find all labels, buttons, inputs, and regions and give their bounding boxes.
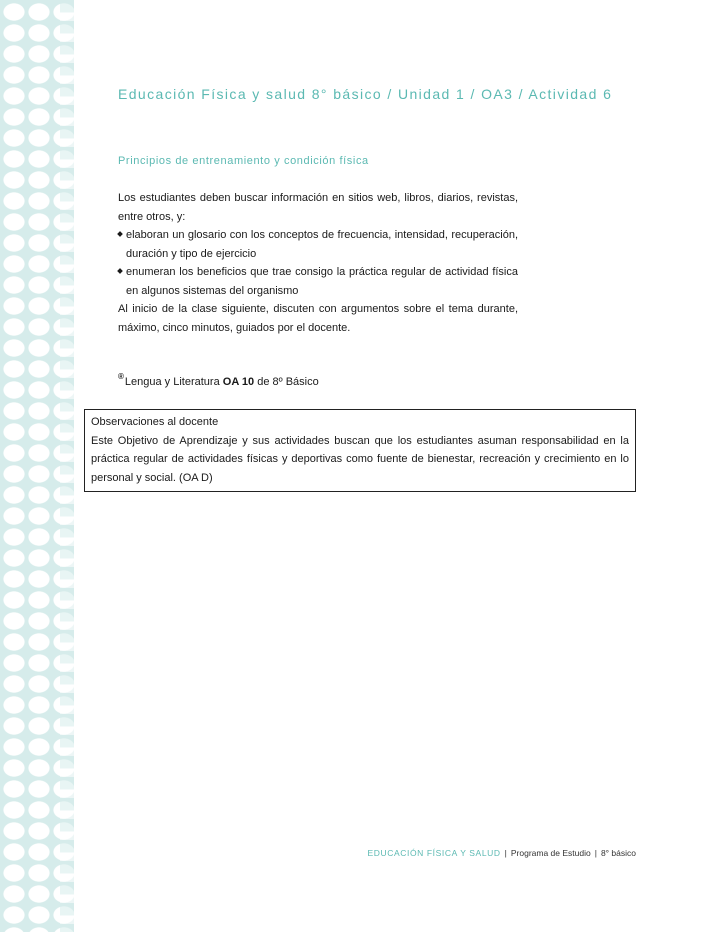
section-title: Principios de entrenamiento y condición física [118, 155, 369, 167]
footer-grade: 8° básico [600, 848, 636, 858]
observations-title: Observaciones al docente [91, 416, 219, 428]
intro-paragraph: Los estudiantes deben buscar información en sitios web, libros, diarios, revistas, entre otros, y: [118, 192, 518, 223]
closing-paragraph: Al inicio de la clase siguiente, discuten con argumentos sobre el tema durante, máximo, cinco minutos, guiados por el docente. [118, 303, 518, 334]
bullet-item: elaboran un glosario con los conceptos de frecuencia, intensidad, recuperación, duración y tipo de ejercicio [118, 226, 518, 263]
footer-subject: EDUCACIÓN FÍSICA Y SALUD [367, 848, 501, 858]
reference-text: Lengua y Literatura [124, 376, 223, 388]
reference-mark-icon: ® [118, 372, 124, 381]
page-header-title: Educación Física y salud 8° básico / Unidad 1 / OA3 / Actividad 6 [118, 86, 613, 102]
reference-grade: de 8º Básico [254, 376, 319, 388]
activity-bullet-list [118, 226, 518, 300]
footer-program: Programa de Estudio [510, 848, 591, 858]
cross-curricular-reference [118, 372, 319, 388]
footer-separator: | [594, 848, 597, 858]
page-footer [342, 848, 636, 858]
decorative-side-pattern [0, 0, 74, 932]
observations-text: Este Objetivo de Aprendizaje y sus actividades buscan que los estudiantes asuman responsabilidad en la práctica regular de actividades físicas y deportivas como fuente de bienestar, recreación y crecimiento en lo personal y social. (OA D) [91, 434, 629, 484]
teacher-observations-box [84, 409, 636, 492]
footer-separator: | [504, 848, 507, 858]
reference-objective: OA 10 [222, 376, 255, 388]
activity-body [118, 189, 518, 337]
bullet-item: enumeran los beneficios que trae consigo la práctica regular de actividad física en algunos sistemas del organismo [118, 263, 518, 300]
